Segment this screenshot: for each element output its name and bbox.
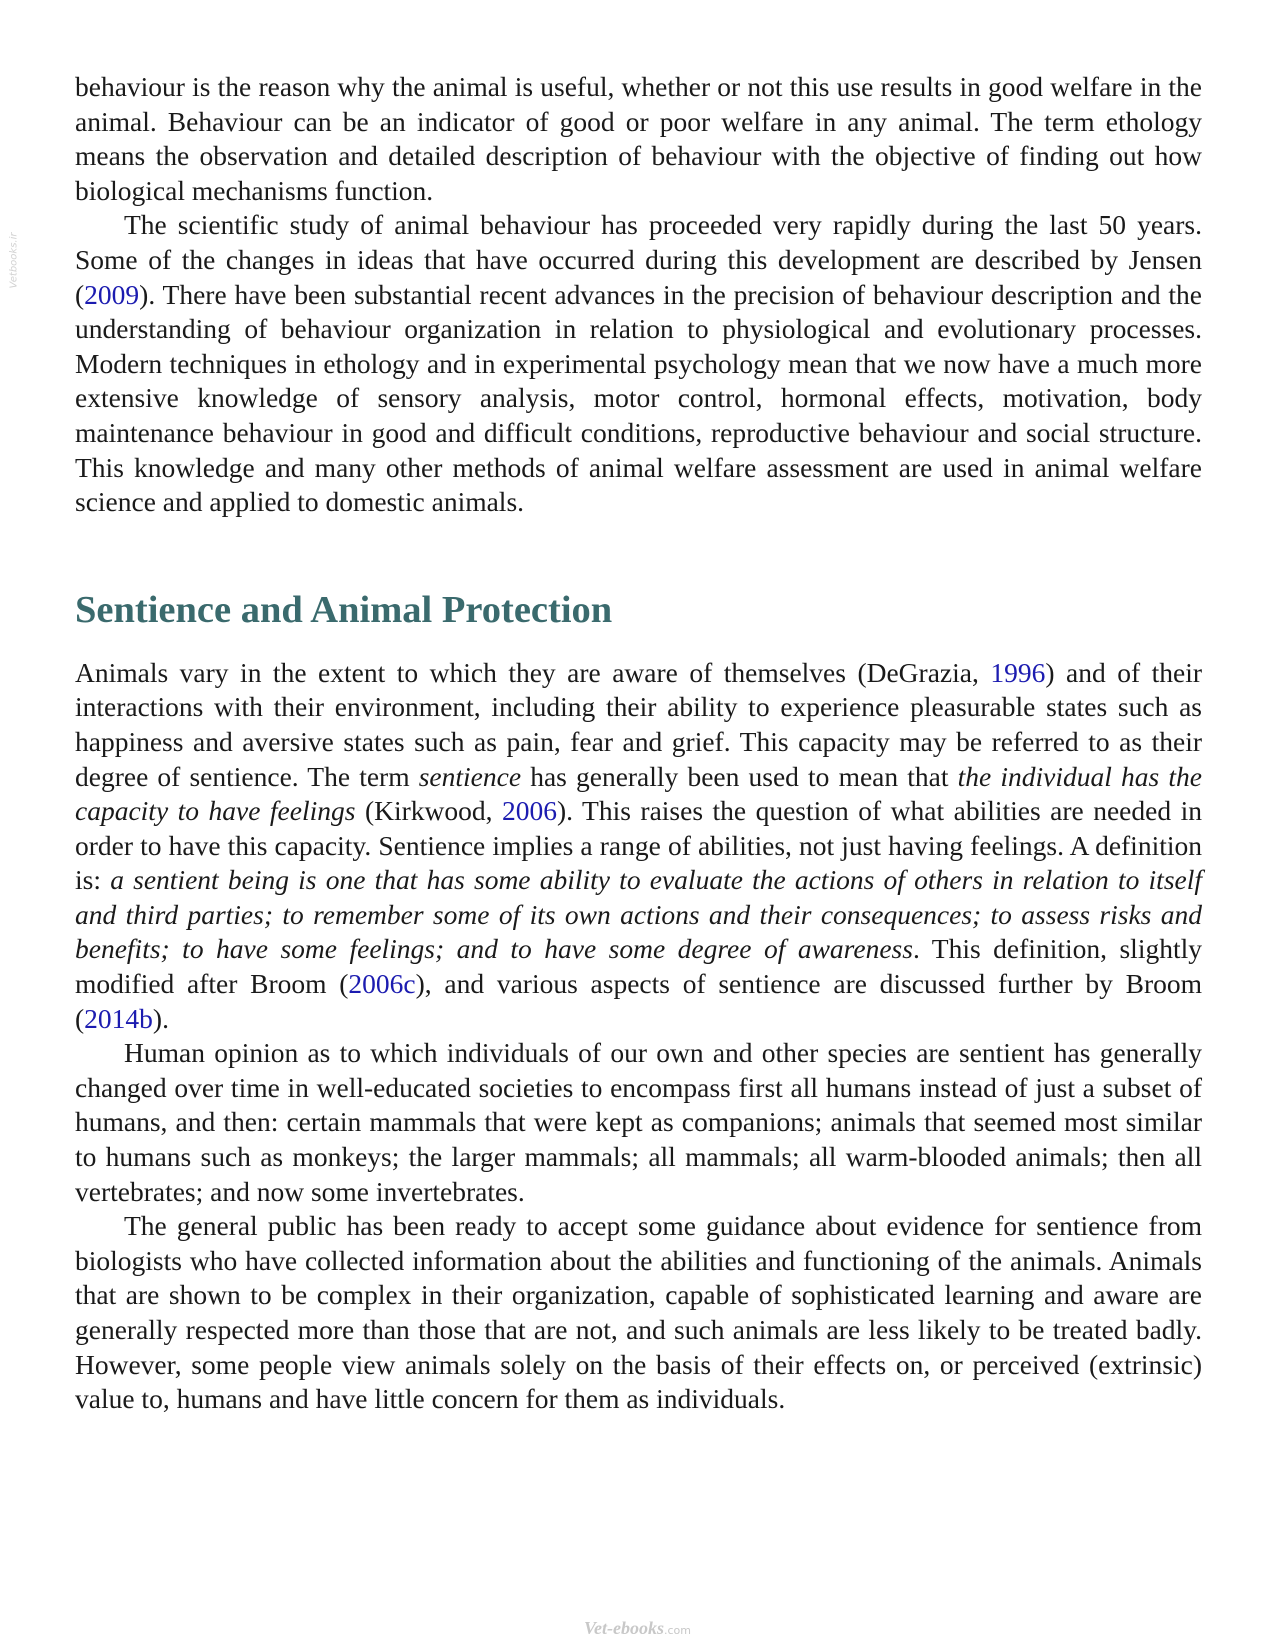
paragraph-text: ), and various aspects of sentience are discussed further by Broom ( xyxy=(75,968,1203,1034)
paragraph-text: ) and of their interactions with their environment, including their ability to experience pleasurable states such as happiness and aversive states such as pain, fear and grief. This capacity may be referred to as their degree of sentience. The term xyxy=(75,656,1202,792)
section-paragraph-2 xyxy=(75,1036,1202,1209)
paragraph-text: has generally been used to mean that xyxy=(521,760,958,792)
citation-link-broom-2006c[interactable]: 2006c xyxy=(348,968,416,1000)
paragraph-text: ). xyxy=(152,1002,169,1034)
paragraph-text: The scientific study of animal behaviour has proceeded very rapidly during the last 50 years. Some of the changes in ideas that have occurred during this development are described by Jensen ( xyxy=(75,209,1202,310)
section-paragraph-3 xyxy=(75,1209,1202,1417)
paragraph-text: The general public has been ready to accept some guidance about evidence for sentience from biologists who have collected information about the abilities and functioning of the animals. Animals that are shown to be complex in their organization, capable of sophisticated learning and aware are generally respected more than those that are not, and such animals are less likely to be treated badly. However, some people view animals solely on the basis of their effects on, or perceived (extrinsic) value to, humans and have little concern for them as individuals. xyxy=(75,1210,1202,1415)
document-page xyxy=(75,70,1202,1417)
watermark-main-text: Vet-ebooks xyxy=(584,1618,664,1638)
paragraph-text: ). This raises the question of what abilities are needed in order to have this capacity. Sentience implies a range of abilities, not just having feelings. A definition is: xyxy=(75,795,1202,896)
citation-link-degrazia-1996[interactable]: 1996 xyxy=(990,656,1046,688)
paragraph-text: (Kirkwood, xyxy=(355,795,502,827)
italic-definition-sentient-being: a sentient being is one that has some ability to evaluate the actions of others in relation to itself and third parties; to remember some of its own actions and their consequences; to assess risks and benefits; to have some feelings; and to have some degree of awareness xyxy=(75,864,1203,965)
paragraph-text: Human opinion as to which individuals of our own and other species are sentient has generally changed over time in well-educated societies to encompass first all humans instead of just a subset of humans, and then: certain mammals that were kept as companions; animals that seemed most similar to humans such as monkeys; the larger mammals; all mammals; all warm-blooded animals; then all vertebrates; and now some invertebrates. xyxy=(75,1037,1202,1207)
citation-link-broom-2014b[interactable]: 2014b xyxy=(84,1002,153,1034)
paragraph-text: . This definition, slightly modified after Broom ( xyxy=(75,933,1202,1000)
paragraph-text: behaviour is the reason why the animal is useful, whether or not this use results in good welfare in the animal. Behaviour can be an indicator of good or poor welfare in any animal. The term ethology means the observation and detailed description of behaviour with the objective of finding out how biological mechanisms function. xyxy=(75,71,1202,206)
side-watermark: Vetbooks.ir xyxy=(8,232,20,289)
intro-paragraph-1 xyxy=(75,70,1202,208)
italic-term-sentience: sentience xyxy=(418,760,522,792)
section-heading: Sentience and Animal Protection xyxy=(75,588,613,631)
watermark-suffix-text: .com xyxy=(664,1624,691,1637)
citation-link-kirkwood-2006[interactable]: 2006 xyxy=(502,795,557,827)
paragraph-text: ). There have been substantial recent advances in the precision of behaviour description and the understanding of behaviour organization in relation to physiological and evolutionary processes. Modern techniques in ethology and in experimental psychology mean that we now have a much more extensive knowledge of sensory analysis, motor control, hormonal effects, motivation, body maintenance behaviour in good and difficult conditions, reproductive behaviour and social structure. This knowledge and many other methods of animal welfare assessment are used in animal welfare science and applied to domestic animals. xyxy=(75,278,1202,518)
intro-paragraph-2 xyxy=(75,208,1202,519)
paragraph-text: Animals vary in the extent to which they are aware of themselves (DeGrazia, xyxy=(75,656,991,688)
citation-link-jensen-2009[interactable]: 2009 xyxy=(84,278,140,310)
bottom-watermark-logo xyxy=(0,1618,1275,1639)
section-paragraph-1 xyxy=(75,656,1202,1037)
italic-definition-feelings: the individual has the capacity to have feelings xyxy=(75,760,1202,827)
